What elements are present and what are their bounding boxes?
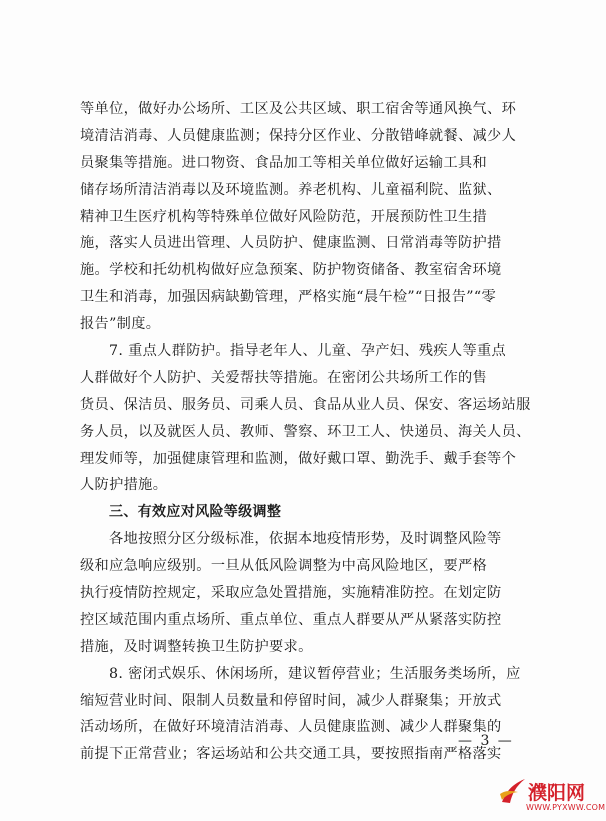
- text-line: 储存场所清洁消毒以及环境监测。养老机构、儿童福利院、监狱、: [80, 181, 502, 198]
- watermark-url: WWW.PYXWW.COM: [526, 803, 606, 812]
- text-line: 等单位，做好办公场所、工区及公共区域、职工宿舍等通风换气、环: [80, 101, 517, 117]
- section-heading: 三、有效应对风险等级调整: [109, 504, 282, 521]
- text-line: 级和应急响应级别。一旦从低风险调整为中高风险地区，要严格: [80, 558, 488, 575]
- text-line: 务人员，以及就医人员、教师、警察、环卫工人、快递员、海关人员、: [80, 423, 531, 440]
- text-line: 卫生和消毒，加强因病缺勤管理，严格实施“晨午检”“日报告”“零: [80, 289, 496, 306]
- text-line: 前提下正常营业；客运场站和公共交通工具，要按照指南严格落实: [80, 746, 502, 763]
- text-line: 人防护措施。: [80, 477, 168, 494]
- text-line: 活动场所，在做好环境清洁消毒、人员健康监测、减少人群聚集的: [80, 719, 502, 736]
- text-line: 境清洁消毒、人员健康监测；保持分区作业、分散错峰就餐、减少人: [80, 127, 517, 144]
- text-line: 执行疫情防控规定，采取应急处置措施，实施精准防控。在划定防: [80, 585, 502, 602]
- swoosh-logo-icon: [498, 776, 528, 806]
- text-line: 各地按照分区分级标准，依据本地疫情形势，及时调整风险等: [109, 531, 502, 548]
- text-line: 报告”制度。: [80, 316, 161, 333]
- text-line: 缩短营业时间、限制人员数量和停留时间，减少人群聚集；开放式: [80, 692, 502, 709]
- text-line: 7. 重点人群防护。指导老年人、儿童、孕产妇、残疾人等重点: [109, 343, 507, 360]
- text-line: 施，落实人员进出管理、人员防护、健康监测、日常消毒等防护措: [80, 235, 502, 252]
- document-body: [80, 96, 531, 768]
- text-line: 施。学校和托幼机构做好应急预案、防护物资储备、教室宿舍环境: [80, 262, 502, 279]
- text-line: 理发师等，加强健康管理和监测，做好戴口罩、勤洗手、戴手套等个: [80, 450, 517, 467]
- text-line: 控区域范围内重点场所、重点单位、重点人群要从严从紧落实防控: [80, 611, 502, 628]
- text-line: 措施，及时调整转换卫生防护要求。: [80, 638, 313, 655]
- text-line: 人群做好个人防护、关爱帮扶等措施。在密闭公共场所工作的售: [80, 369, 488, 386]
- text-line: 精神卫生医疗机构等特殊单位做好风险防范，开展预防性卫生措: [80, 208, 488, 225]
- watermark-site-name: 濮阳网: [528, 782, 586, 804]
- page-number: — 3 —: [458, 733, 514, 749]
- text-line: 货员、保洁员、服务员、司乘人员、食品从业人员、保安、客运场站服: [80, 396, 531, 413]
- site-watermark[interactable]: [498, 776, 606, 820]
- text-line: 8. 密闭式娱乐、休闲场所，建议暂停营业；生活服务类场所，应: [109, 665, 521, 682]
- text-line: 员聚集等措施。进口物资、食品加工等相关单位做好运输工具和: [80, 154, 488, 171]
